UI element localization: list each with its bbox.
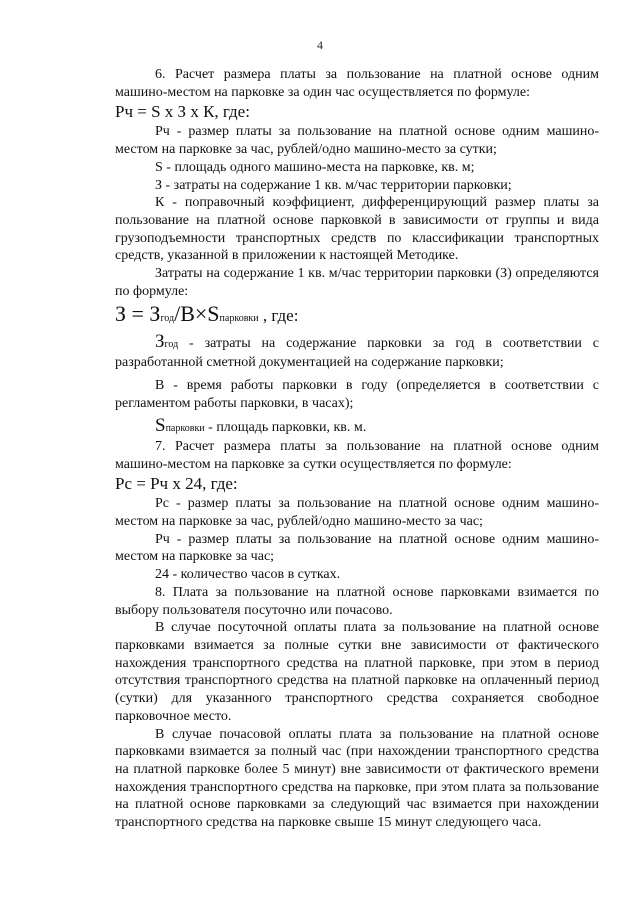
formula-rc: Рс = Рч х 24, где: [115, 474, 238, 494]
formula-z-mid: /В×S [174, 301, 220, 327]
formula-z-tail: , где: [258, 306, 299, 326]
definition-rch-2: Рч - размер платы за пользование на платной основе одним машино-местом на парковке за час; [115, 531, 599, 565]
definition-24: 24 - количество часов в сутках. [155, 567, 341, 583]
paragraph-hourly: В случае почасовой оплаты плата за пользование на платной основе парковками взимается за полный час (при нахождении транспортного средства на платной парковке более 5 минут) вне зависимости от фактического времени нахождения транспортного средства на парковке, при этом плата за пользование на платной основе парковками за следующий час взимается при нахождении транспортного средства на парковке свыше 15 минут следующего часа. [115, 726, 599, 831]
paragraph-6: 6. Расчет размера платы за пользование на платной основе одним машино-местом на парковке за один час осуществляется по формуле: [115, 67, 599, 100]
formula-z-lhs: З = З [115, 301, 161, 327]
paragraph-costs: Затраты на содержание 1 кв. м/час территории парковки (З) определяются по формуле: [115, 266, 599, 299]
definition-zgod [115, 333, 599, 371]
zgod-text: - затраты на содержание парковки за год в соответствии с разработанной сметной документацией на содержание парковки; [115, 336, 599, 371]
page-number: 4 [317, 38, 323, 52]
formula-rch: Рч = S х З х К, где: [115, 102, 250, 122]
spark-text: - площадь парковки, кв. м. [204, 420, 367, 436]
document-body [115, 66, 599, 832]
definition-rch: Рч - размер платы за пользование на платной основе одним машино-местом на парковке за час, рублей/одно машино-место за сутки; [115, 124, 599, 158]
spark-symbol: S [155, 415, 166, 437]
paragraph-8: 8. Плата за пользование на платной основе парковками взимается по выбору пользователя посуточно или почасово. [115, 584, 599, 618]
zgod-subscript: год [164, 339, 179, 351]
zgod-symbol: З [155, 331, 165, 353]
definition-s: S - площадь одного машино-места на парковке, кв. м; [155, 159, 475, 175]
definition-rc: Рс - размер платы за пользование на платной основе одним машино-местом на парковке за час, рублей/одно машино-место за час; [115, 496, 599, 530]
formula-z [115, 300, 599, 333]
definition-b: В - время работы парковки в году (определяется в соответствии с регламентом работы парковки, в часах); [115, 377, 599, 411]
definition-k: К - поправочный коэффициент, дифференцирующий размер платы за пользование на платной основе парковкой в зависимости от группы и вида грузоподъемности транспортных средств по классификации транспортных средств, указанной в приложении к настоящей Методике. [115, 195, 599, 264]
paragraph-7: 7. Расчет размера платы за пользование на платной основе одним машино-местом на парковке за сутки осуществляется по формуле: [115, 438, 599, 472]
formula-z-sub-park: парковки [219, 313, 259, 325]
definition-spark [115, 417, 599, 438]
paragraph-daily: В случае посуточной оплаты плата за пользование на платной основе парковками взимается за полные сутки вне зависимости от фактического нахождения транспортного средства на платной парковке, при этом в период отсутствия транспортного средства на платной парковке на оплаченный период (сутки) для указанного транспортного средства сохраняется свободное парковочное место. [115, 620, 599, 724]
spark-subscript: парковки [165, 423, 205, 435]
formula-z-sub-god: год [160, 313, 175, 325]
definition-z: З - затраты на содержание 1 кв. м/час территории парковки; [155, 177, 512, 193]
